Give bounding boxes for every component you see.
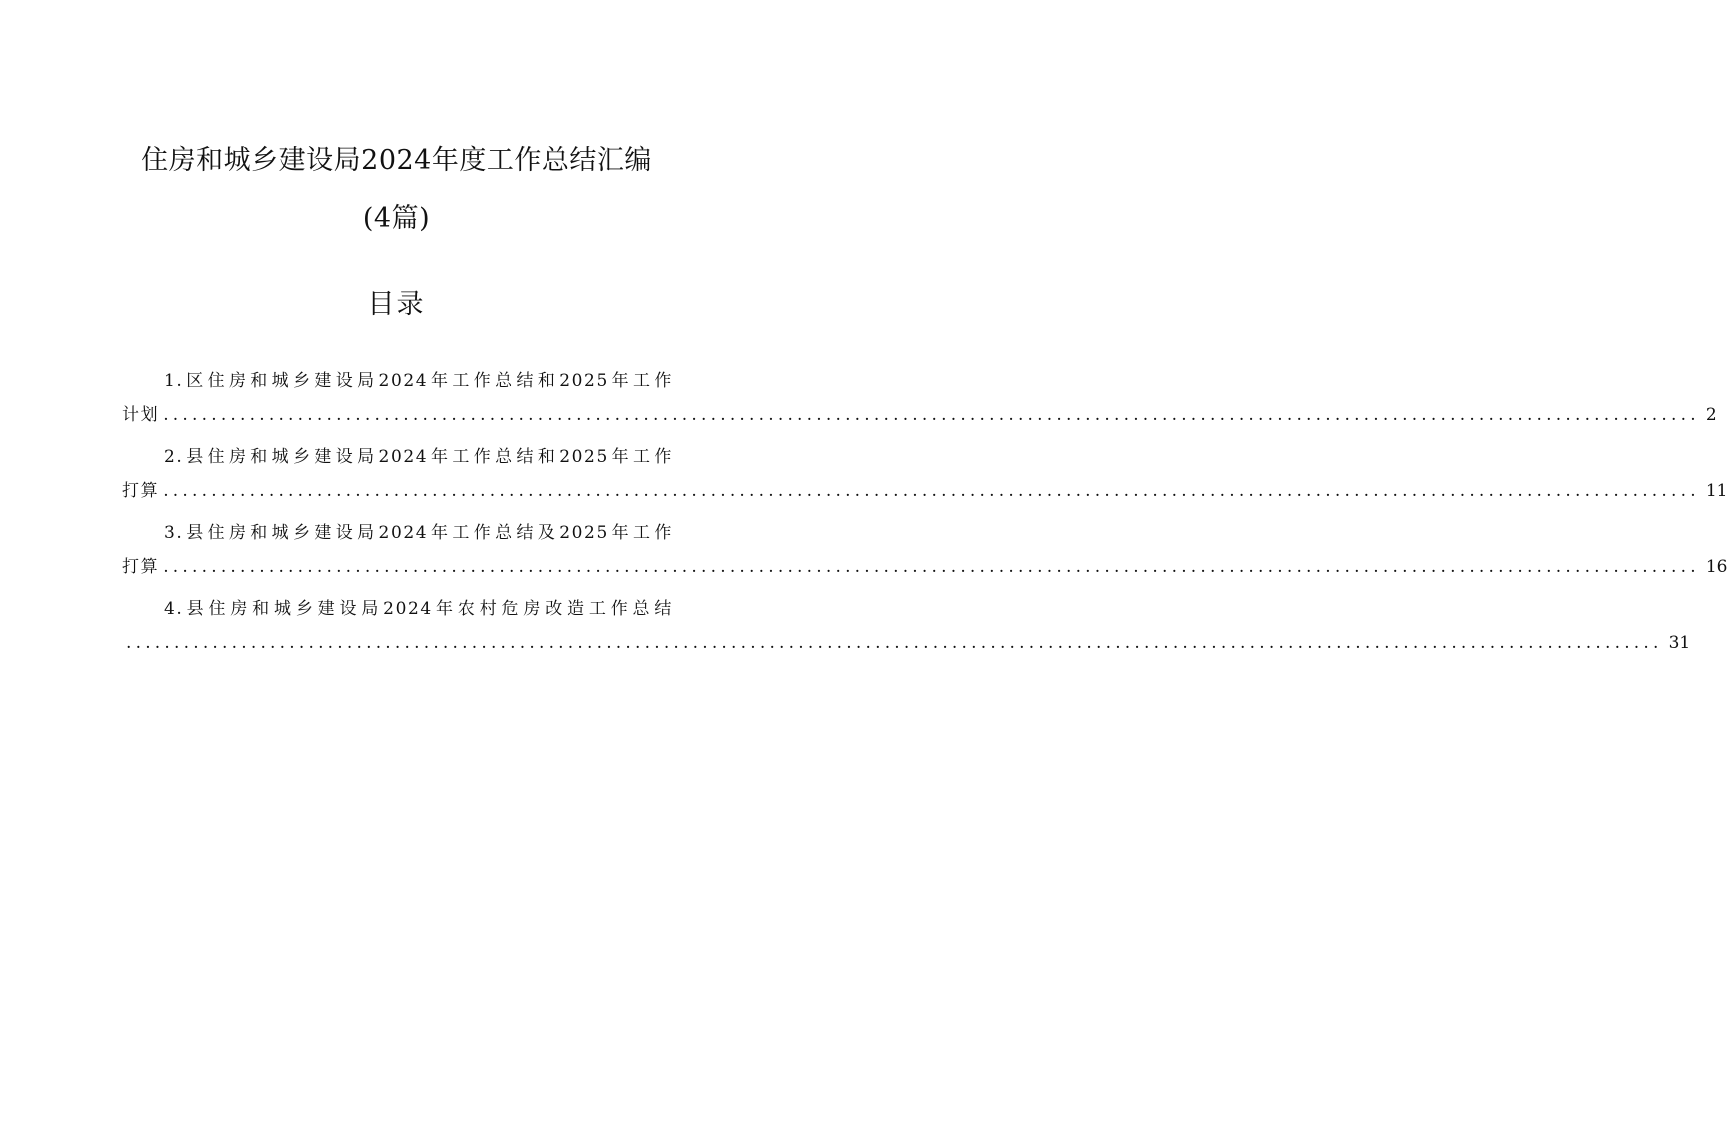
document-title: 住房和城乡建设局2024年度工作总结汇编 <box>141 145 652 176</box>
toc-page-number: 31 <box>1668 633 1691 653</box>
toc-entry-continuation-row <box>122 398 1717 432</box>
toc-entry[interactable] <box>122 592 1691 668</box>
toc-entry-title: 3.县住房和城乡建设局2024年工作总结及2025年工作 <box>164 523 673 543</box>
toc-leader-dots: ................................................................................................................................................................ <box>163 557 1700 577</box>
toc-entry[interactable] <box>122 516 1727 592</box>
toc-page-number: 2 <box>1705 405 1717 425</box>
table-of-contents <box>122 364 1727 668</box>
toc-leader-dots: ................................................................................................................................................................ <box>163 405 1700 425</box>
toc-entry-title: 1.区住房和城乡建设局2024年工作总结和2025年工作 <box>164 371 673 391</box>
toc-entry[interactable] <box>122 364 1717 440</box>
toc-entry-title: 2.县住房和城乡建设局2024年工作总结和2025年工作 <box>164 447 673 467</box>
toc-page-number: 16 <box>1705 557 1727 577</box>
toc-heading: 目录 <box>367 289 426 320</box>
toc-leader-dots: ................................................................................................................................................................ <box>126 633 1663 653</box>
toc-entry-continuation-row <box>122 474 1727 508</box>
toc-entry-title-continued: 计划 <box>122 405 160 425</box>
toc-page-number: 11 <box>1705 481 1727 501</box>
toc-entry-continuation-row <box>122 550 1727 584</box>
toc-entry-title-continued: 打算 <box>122 557 160 577</box>
toc-entry-continuation-row <box>122 626 1691 660</box>
toc-entry[interactable] <box>122 440 1727 516</box>
toc-leader-dots: ................................................................................................................................................................ <box>163 481 1700 501</box>
toc-entry-title: 4.县住房和城乡建设局2024年农村危房改造工作总结 <box>164 599 673 619</box>
toc-entry-title-continued: 打算 <box>122 481 160 501</box>
document-subtitle: (4篇) <box>362 203 431 234</box>
